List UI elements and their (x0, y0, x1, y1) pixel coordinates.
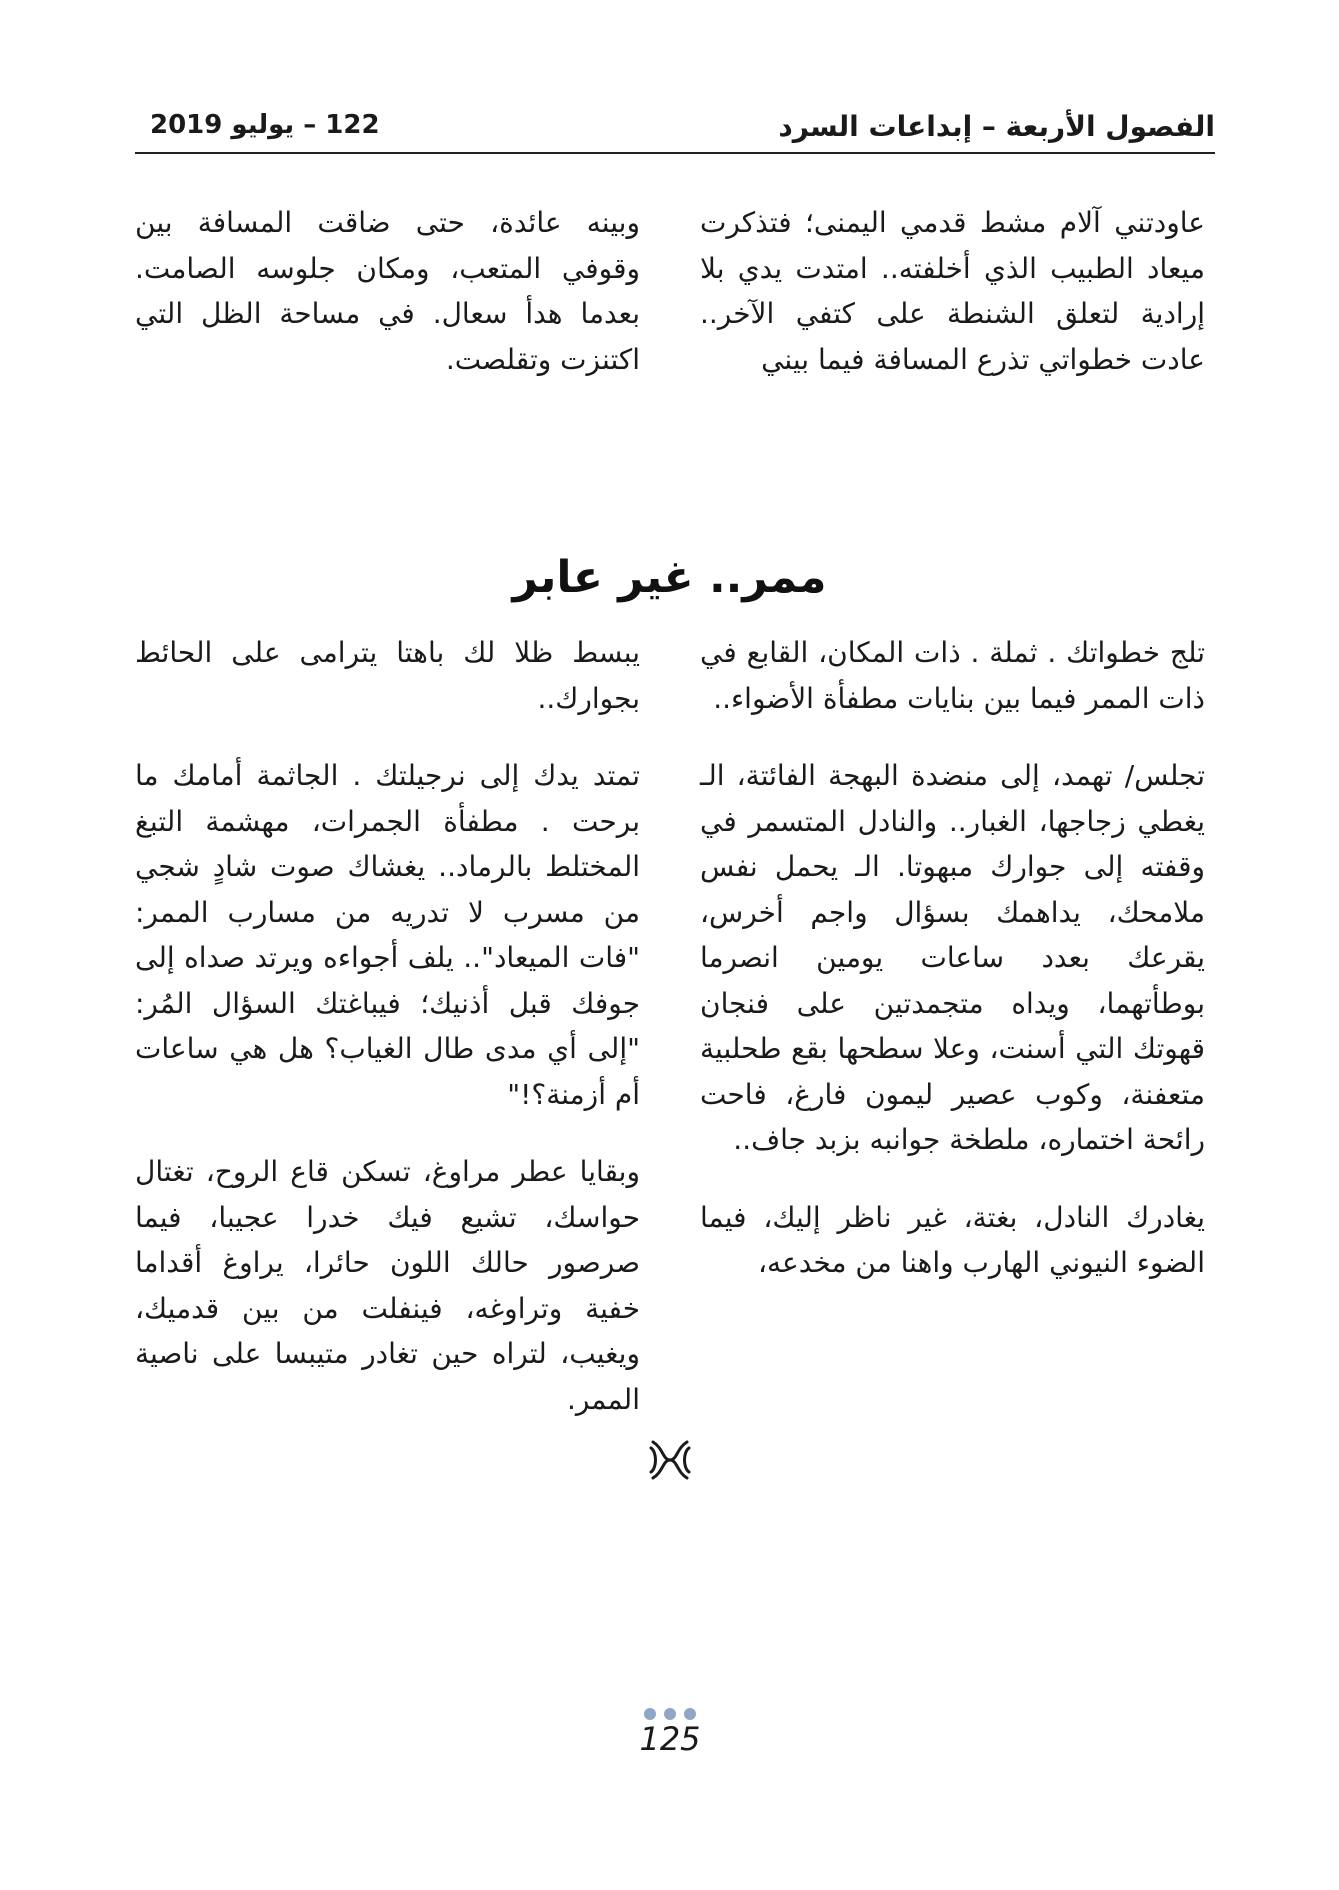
page-number: 125 (639, 1720, 701, 1758)
paragraph: وبقايا عطر مراوغ، تسكن قاع الروح، تغتال حواسك، تشيع فيك خدرا عجيبا، فيما صرصور حالك اللون حائرا، يراوغ أقداما خفية وتراوغه، فينفلت من بين قدميك، ويغيب، لتراه حين تغادر متيبسا على ناصية الممر. (135, 1155, 640, 1416)
issue-info: 122 – يوليو 2019 (150, 110, 380, 140)
paragraph: تلج خطواتك . ثملة . ذات المكان، القابع في ذات الممر فيما بين بنايات مطفأة الأضواء.. (700, 636, 1205, 715)
dot (664, 1708, 676, 1720)
previous-story-left-column (135, 200, 640, 414)
page-header (135, 110, 1215, 154)
journal-section-title: الفصول الأربعة – إبداعات السرد (778, 110, 1215, 143)
previous-story-right-column (700, 200, 1205, 414)
page-dots (640, 1705, 704, 1719)
paragraph: يغادرك النادل، بغتة، غير ناظر إليك، فيما الضوء النيوني الهارب واهنا من مخدعه، (700, 1200, 1205, 1279)
dot (644, 1708, 656, 1720)
dot (684, 1708, 696, 1720)
story-left-column (135, 630, 640, 1454)
story-right-column (700, 630, 1205, 1318)
paragraph: يبسط ظلا لك باهتا يترامى على الحائط بجوارك.. (135, 636, 640, 715)
story-title: ممر.. غير عابر (512, 552, 827, 603)
paragraph: عاودتني آلام مشط قدمي اليمنى؛ فتذكرت ميعاد الطبيب الذي أخلفته.. امتدت يدي بلا إرادية لتعلق الشنطة على كتفي الآخر.. عادت خطواتي تذرع المسافة فيما بيني (700, 206, 1205, 376)
fleuron-icon (647, 1438, 693, 1482)
paragraph: تمتد يدك إلى نرجيلتك . الجاثمة أمامك ما برحت . مطفأة الجمرات، مهشمة التبغ المختلط بالرماد.. يغشاك صوت شادٍ شجي من مسرب لا تدريه من مسارب الممر: "فات الميعاد".. يلف أجواءه ويرتد صداه إلى جوفك قبل أذنيك؛ فيباغتك السؤال المُر: "إلى أي مدى طال الغياب؟ هل هي ساعات أم أزمنة؟!" (135, 759, 640, 1111)
paragraph: تجلس/ تهمد، إلى منضدة البهجة الفائتة، الـ يغطي زجاجها، الغبار.. والنادل المتسمر في وقفته إلى جوارك مبهوتا. الـ يحمل نفس ملامحك، يداهمك بسؤال واجم أخرس، يقرعك بعدد ساعات يومين انصرما بوطأتهما، ويداه متجمدتين على فنجان قهوتك التي أسنت، وعلا سطحها بقع طحلبية متعفنة، وكوب عصير ليمون فارغ، فاحت رائحة اختماره، ملطخة جوانبه بزبد جاف.. (700, 759, 1205, 1156)
paragraph: وبينه عائدة، حتى ضاقت المسافة بين وقوفي المتعب، ومكان جلوسه الصامت. بعدما هدأ سعال. في مساحة الظل التي اكتنزت وتقلصت. (135, 206, 640, 376)
